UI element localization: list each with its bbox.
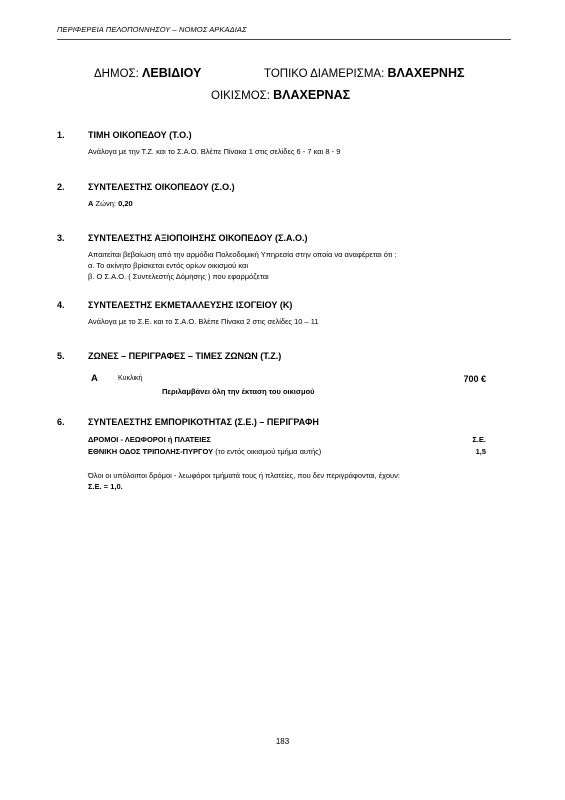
oikismos-line [211,88,350,102]
dimos-label: ΔΗΜΟΣ: [94,68,139,80]
oikismos-value: ΒΛΑΧΕΡΝΑΣ [273,88,351,102]
zone-row-description: Περιλαμβάνει όλη την έκταση του οικισμού [162,387,315,396]
diamerisma-line [264,66,464,80]
diamerisma-label: ΤΟΠΙΚΟ ΔΙΑΜΕΡΙΣΜΑ: [264,68,385,80]
section-5-title: ΖΩΝΕΣ – ΠΕΡΙΓΡΑΦΕΣ – ΤΙΜΕΣ ΖΩΝΩΝ (Τ.Ζ.) [88,351,282,361]
section-5-number: 5. [57,351,65,361]
section-1-number: 1. [57,130,65,140]
section-2-title: ΣΥΝΤΕΛΕΣΤΗΣ ΟΙΚΟΠΕΔΟΥ (Σ.Ο.) [88,182,235,192]
section-3-title: ΣΥΝΤΕΛΕΣΤΗΣ ΑΞΙΟΠΟΙΗΣΗΣ ΟΙΚΟΠΕΔΟΥ (Σ.Α.Ο.) [88,233,308,243]
section-1-title: ΤΙΜΗ ΟΙΚΟΠΕΔΟΥ (Τ.Ο.) [88,130,192,140]
commerciality-row-note: (το εντός οικισμού τμήμα αυτής) [215,447,322,456]
section-6-number: 6. [57,417,65,427]
page-header-title: ΠΕΡΙΦΕΡΕΙΑ ΠΕΛΟΠΟΝΝΗΣΟΥ – ΝΟΜΟΣ ΑΡΚΑΔΙΑΣ [57,25,247,34]
commerciality-row-value: 1,5 [475,447,486,456]
section-4-number: 4. [57,300,65,310]
commerciality-row-label: ΕΘΝΙΚΗ ΟΔΟΣ ΤΡΙΠΟΛΗΣ-ΠΥΡΓΟΥ [88,447,214,456]
dimos-value: ΛΕΒΙΔΙΟΥ [142,66,202,80]
zone-word: Ζώνη: [95,199,116,208]
commerciality-footnote: Όλοι οι υπόλοιποι δρόμοι - λεωφόροι τμήματά τους ή πλατείες, που δεν περιγράφονται, έχουν: [88,471,400,480]
zone-row-letter: Α [91,373,98,384]
section-3-line-3: β. Ο Σ.Α.Ο. ( Συντελεστής Δόμησης ) που εφαρμόζεται [88,272,269,281]
commerciality-header-value: Σ.Ε. [472,435,486,444]
section-6-title: ΣΥΝΤΕΛΕΣΤΗΣ ΕΜΠΟΡΙΚΟΤΗΤΑΣ (Σ.Ε.) – ΠΕΡΙΓΡΑΦΗ [88,417,319,427]
commerciality-footnote-value: Σ.Ε. = 1,0. [88,482,123,491]
section-1-text: Ανάλογα με την Τ.Ζ. και το Σ.Α.Ο. Βλέπε Πίνακα 1 στις σελίδες 6 - 7 και 8 - 9 [88,147,341,156]
zone-letter: Α [88,199,94,208]
section-4-title: ΣΥΝΤΕΛΕΣΤΗΣ ΕΚΜΕΤΑΛΛΕΥΣΗΣ ΙΣΟΓΕΙΟΥ (Κ) [88,300,293,310]
section-3-line-2: α. Το ακίνητο βρίσκεται εντός ορίων οικισμού και [88,261,249,270]
zone-coefficient: 0,20 [118,199,133,208]
commerciality-row [88,447,321,456]
page-number: 183 [275,737,290,746]
diamerisma-value: ΒΛΑΧΕΡΝΗΣ [387,66,465,80]
section-2-zone-line [88,199,133,208]
dimos-line [94,66,201,80]
commerciality-header-label: ΔΡΟΜΟΙ - ΛΕΩΦΟΡΟΙ ή ΠΛΑΤΕΙΕΣ [88,435,211,444]
section-4-text: Ανάλογα με το Σ.Ε. και το Σ.Α.Ο. Βλέπε Πίνακα 2 στις σελίδες 10 – 11 [88,317,319,326]
section-2-number: 2. [57,182,65,192]
zone-row-type: Κυκλική [118,375,143,382]
zone-row-price: 700 € [463,374,486,384]
header-divider [57,39,511,40]
section-3-number: 3. [57,233,65,243]
oikismos-label: ΟΙΚΙΣΜΟΣ: [211,90,270,102]
section-3-line-1: Απαιτείται βεβαίωση από την αρμόδια Πολεοδομική Υπηρεσία στην οποία να αναφέρεται ότι : [88,250,397,259]
